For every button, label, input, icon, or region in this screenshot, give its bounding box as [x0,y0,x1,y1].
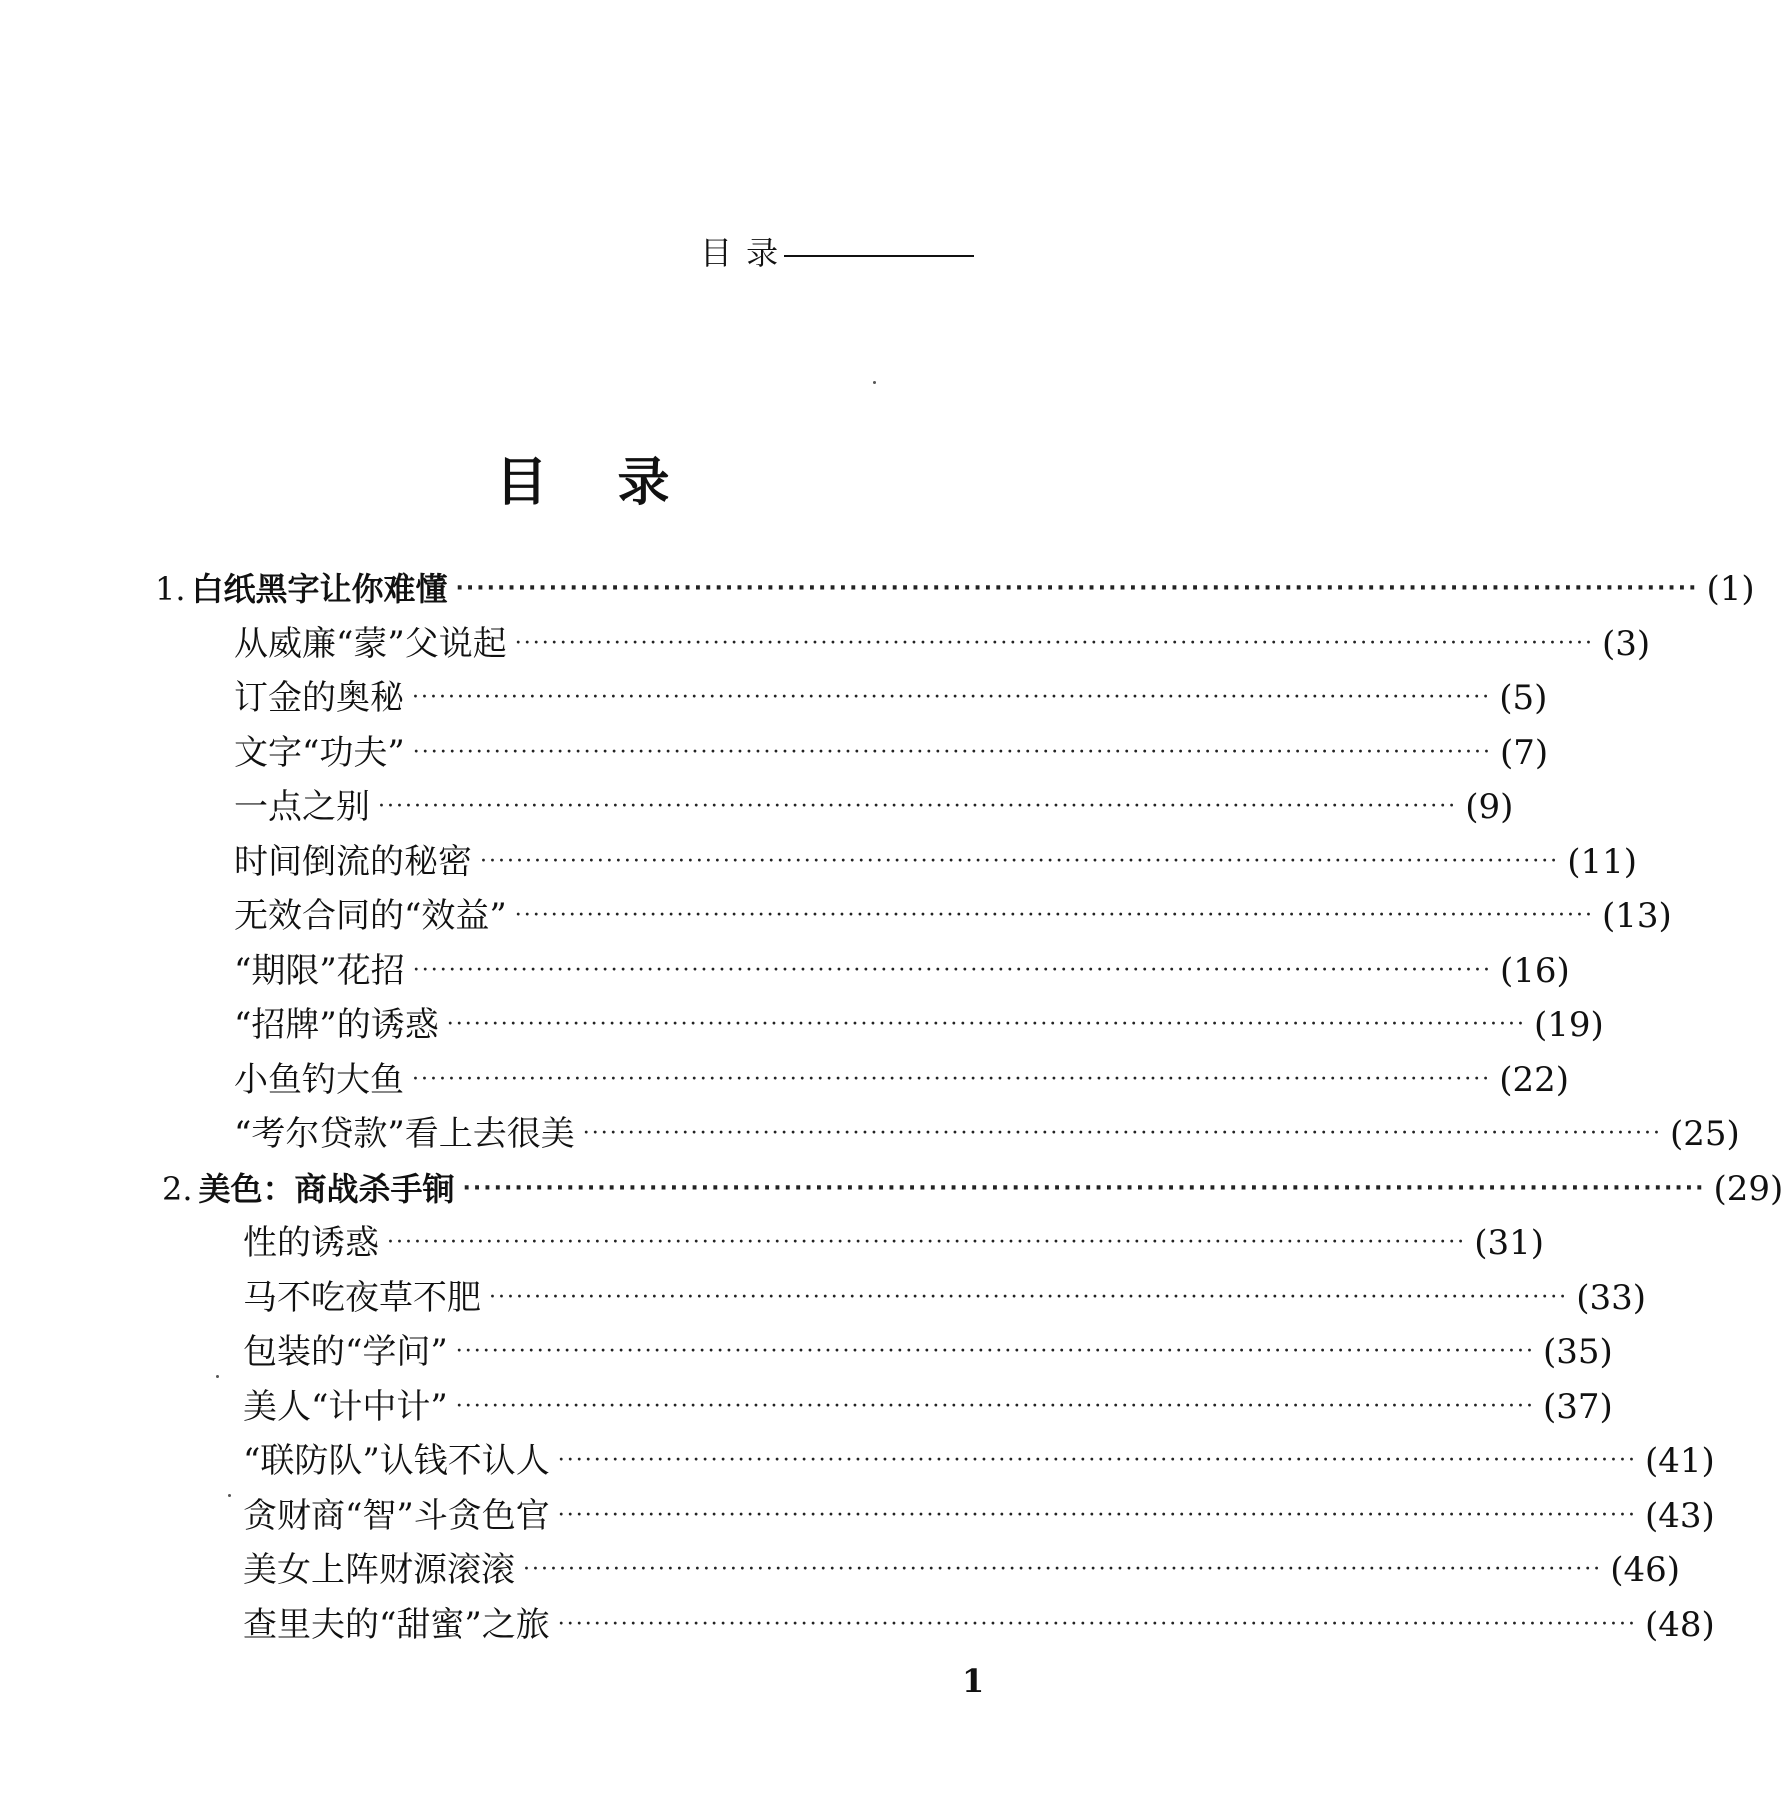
toc-chapter-number: 2. [162,1169,193,1208]
toc-page-number: (48) [1644,1604,1715,1645]
title-char-2: 录 [617,453,670,513]
scan-speck [228,1494,231,1497]
toc-entry-title: “联防队”认钱不认人 [243,1441,550,1481]
page-number: 1 [962,1662,985,1700]
toc-leader-dots: ························································································································ [514,630,1594,656]
toc-leader-dots: ························································································································ [582,1121,1662,1146]
toc-entry-title: 白纸黑字让你难懂 [191,570,448,608]
toc-leader-dots: ························································································································ [412,739,1492,765]
toc-page-number: (41) [1644,1441,1715,1481]
toc-page-number: (33) [1576,1277,1646,1318]
toc-entry-title: 美色：商战杀手锏 [198,1169,455,1208]
toc-leader-dots: ························································································································ [480,848,1560,874]
toc-leader-dots: ························································································································ [455,576,1699,601]
toc-page-number: (19) [1533,1005,1604,1045]
toc-page-number: (3) [1601,623,1651,664]
toc-section-row [234,780,1514,834]
toc-page-number: (29) [1713,1168,1783,1209]
toc-chapter-row [155,562,1755,616]
toc-leader-dots: ························································································································ [412,957,1492,983]
toc-leader-dots: ························································································································ [489,1284,1569,1310]
toc-section-row [243,1543,1680,1597]
toc-leader-dots: ························································································································ [412,1066,1492,1092]
toc-section-row [234,671,1548,725]
toc-entry-title: “考尔贷款”看上去很美 [234,1114,575,1154]
toc-page-number: (1) [1706,569,1755,609]
toc-leader-dots: ························································································································ [446,1012,1526,1037]
toc-entry-title: 一点之别 [234,787,370,827]
toc-entry-title: 小鱼钓大鱼 [234,1059,404,1100]
toc-section-row [234,998,1604,1052]
toc-page-number: (25) [1669,1114,1740,1154]
scan-speck [216,1375,219,1378]
toc-entry-title: 文字“功夫” [234,732,405,773]
scan-speck [873,381,876,384]
toc-leader-dots: ························································································································ [378,794,1458,819]
toc-page-number: (13) [1601,896,1672,936]
toc-leader-dots: ························································································································ [462,1175,1706,1201]
toc-entry-title: 美女上阵财源滚滚 [243,1550,515,1590]
toc-leader-dots: ························································································································ [455,1393,1535,1419]
toc-section-row [243,1380,1613,1434]
toc-page-number: (43) [1644,1495,1715,1536]
toc-leader-dots: ························································································································ [523,1557,1603,1582]
toc-chapter-row [162,1162,1783,1216]
toc-section-row [243,1216,1544,1270]
toc-entry-title: 从威廉“蒙”父说起 [234,623,507,664]
toc-entry-title: 订金的奥秘 [234,678,404,718]
toc-entry-title: 马不吃夜草不肥 [243,1277,481,1318]
running-head-text: 目 录 [700,234,781,272]
toc-leader-dots: ························································································································ [557,1502,1637,1528]
toc-section-row [243,1489,1715,1543]
toc-page-number: (5) [1499,678,1548,718]
toc-section-row [234,1053,1569,1107]
toc-page-number: (46) [1610,1550,1680,1590]
toc-leader-dots: ························································································································ [557,1448,1637,1473]
toc-entry-title: 贪财商“智”斗贪色官 [243,1495,550,1536]
toc-entry-title: “期限”花招 [234,950,405,991]
toc-section-row [243,1434,1715,1488]
title-char-1: 目 [495,453,548,513]
toc-page-number: (31) [1474,1223,1544,1263]
toc-entry-title: 包装的“学问” [243,1332,448,1372]
toc-section-row [243,1325,1613,1379]
running-head-rule [784,255,974,257]
toc-entry-title: 查里夫的“甜蜜”之旅 [243,1604,550,1645]
toc-page-number: (11) [1567,841,1637,882]
toc-leader-dots: ························································································································ [387,1230,1467,1255]
toc-section-row [234,889,1672,943]
toc-leader-dots: ························································································································ [455,1339,1535,1364]
toc-section-row [243,1598,1715,1652]
toc-section-row [243,1271,1646,1325]
toc-page-number: (22) [1499,1059,1569,1100]
toc-page-number: (35) [1542,1332,1613,1372]
toc-entry-title: 时间倒流的秘密 [234,841,472,882]
toc-section-row [234,835,1637,889]
toc-page-number: (37) [1542,1386,1613,1427]
toc-section-row [234,726,1549,780]
toc-leader-dots: ························································································································ [412,685,1492,710]
running-head [700,228,974,274]
toc-page-number: (7) [1499,732,1549,773]
toc-section-row [234,617,1651,671]
toc-leader-dots: ························································································································ [514,903,1594,928]
toc-section-row [234,944,1570,998]
page-title [0,440,1165,515]
toc-page-number: (16) [1499,950,1570,991]
toc-page-number: (9) [1465,787,1514,827]
toc-chapter-number: 1. [155,570,186,608]
toc-entry-title: “招牌”的诱惑 [234,1005,439,1045]
toc-entry-title: 性的诱惑 [243,1223,379,1263]
toc-entry-title: 美人“计中计” [243,1386,448,1427]
toc-section-row [234,1107,1740,1161]
toc-leader-dots: ························································································································ [557,1611,1637,1637]
toc-entry-title: 无效合同的“效益” [234,896,507,936]
